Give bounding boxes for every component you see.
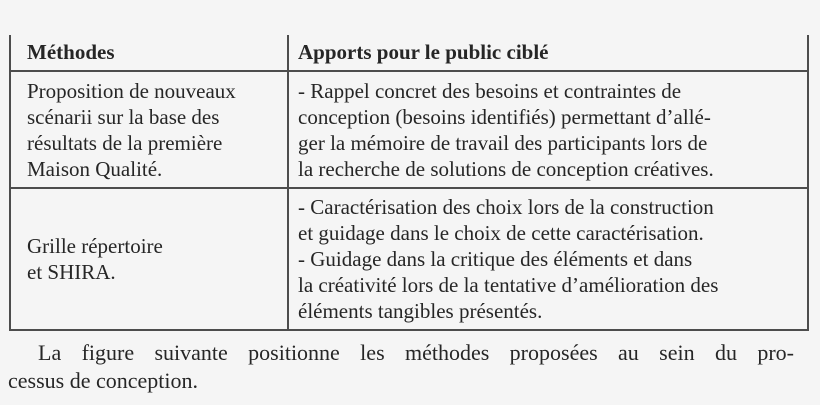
paragraph-line: cessus de conception. bbox=[8, 368, 198, 393]
cell-methode-grille bbox=[11, 189, 289, 329]
text-line: Maison Qualité. bbox=[27, 156, 163, 181]
text-line: Proposition de nouveaux bbox=[27, 78, 236, 103]
cell-methode-scenarii bbox=[11, 72, 289, 187]
table-row-scenarii bbox=[11, 72, 807, 189]
text-line: ger la mémoire de travail des participants lors de bbox=[298, 130, 708, 155]
text-line: éléments tangibles présentés. bbox=[298, 299, 543, 323]
header-cell-methodes bbox=[11, 35, 289, 70]
text-line: conception (besoins identifiés) permettant d’allé- bbox=[298, 104, 711, 129]
paragraph-line: La figure suivante positionne les méthodes proposées au sein du pro- bbox=[38, 340, 794, 365]
text-line: - Caractérisation des choix lors de la construction bbox=[298, 195, 714, 219]
header-cell-apports bbox=[289, 35, 807, 70]
cell-apports-scenarii bbox=[289, 72, 807, 187]
cell-apports-grille bbox=[289, 189, 807, 329]
header-label-apports: Apports pour le public ciblé bbox=[298, 40, 549, 64]
table-row-grille bbox=[11, 189, 807, 331]
body-paragraph bbox=[8, 339, 794, 395]
methods-table bbox=[9, 35, 809, 331]
table-header-row bbox=[11, 35, 807, 72]
text-line: et guidage dans le choix de cette caractérisation. bbox=[298, 221, 704, 245]
text-line: et SHIRA. bbox=[27, 260, 116, 284]
text-line: résultats de la première bbox=[27, 130, 223, 155]
text-line: la recherche de solutions de conception créatives. bbox=[298, 156, 714, 181]
text-line: scénarii sur la base des bbox=[27, 104, 220, 129]
text-line: Grille répertoire bbox=[27, 234, 163, 258]
text-line: - Rappel concret des besoins et contraintes de bbox=[298, 78, 682, 103]
header-label-methodes: Méthodes bbox=[27, 40, 115, 64]
text-line: la créativité lors de la tentative d’amélioration des bbox=[298, 273, 719, 297]
text-line: - Guidage dans la critique des éléments et dans bbox=[298, 247, 693, 271]
